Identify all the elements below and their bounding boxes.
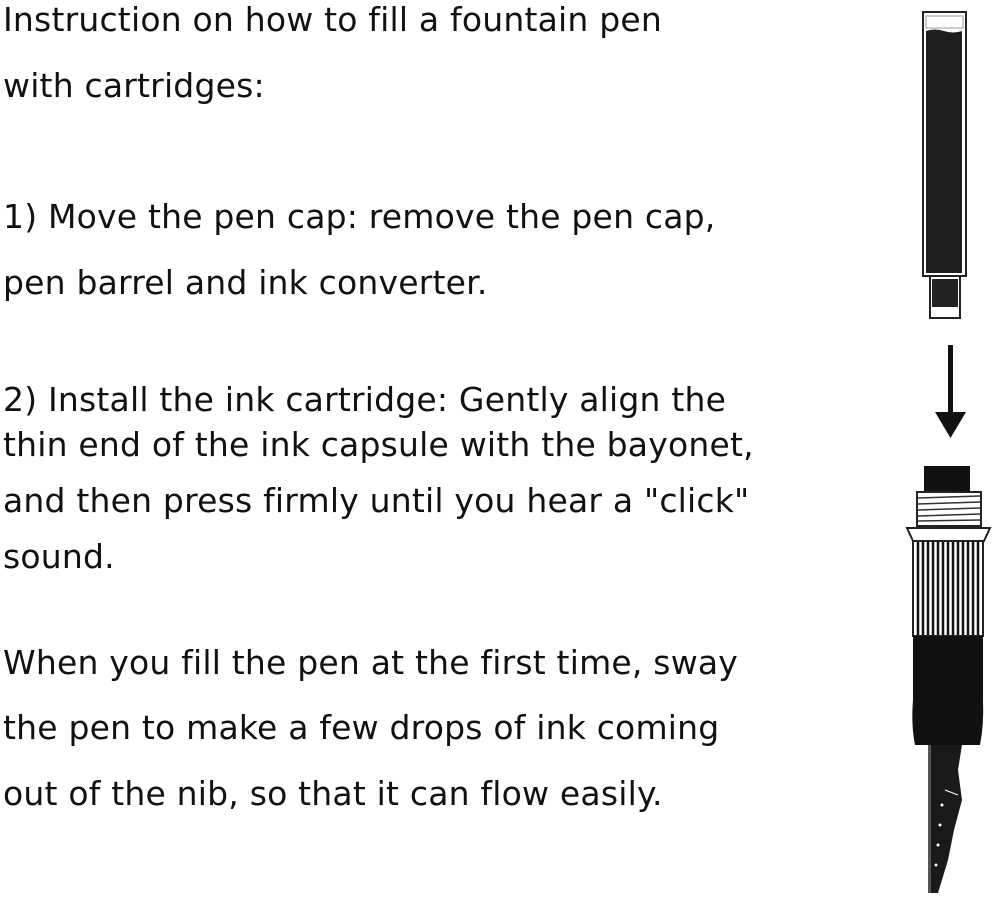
text-line: 2) Install the ink cartridge: Gently align the (3, 380, 727, 419)
text-line: When you fill the pen at the first time, sway (3, 643, 739, 682)
arrow-down-icon (935, 345, 966, 438)
nib-icon (928, 745, 962, 893)
pen-section-icon (907, 466, 990, 893)
text-line: Instruction on how to fill a fountain pen (3, 0, 662, 39)
text-line: thin end of the ink capsule with the bayonet, (3, 425, 754, 464)
text-line: with cartridges: (3, 66, 265, 105)
text-line: the pen to make a few drops of ink coming (3, 708, 720, 747)
ink-cartridge-icon (923, 12, 966, 318)
text-line: sound. (3, 537, 115, 576)
text-line: 1) Move the pen cap: remove the pen cap, (3, 197, 716, 236)
text-line: out of the nib, so that it can flow easily. (3, 774, 663, 813)
text-line: and then press firmly until you hear a "click" (3, 481, 750, 520)
text-line: pen barrel and ink converter. (3, 263, 488, 302)
